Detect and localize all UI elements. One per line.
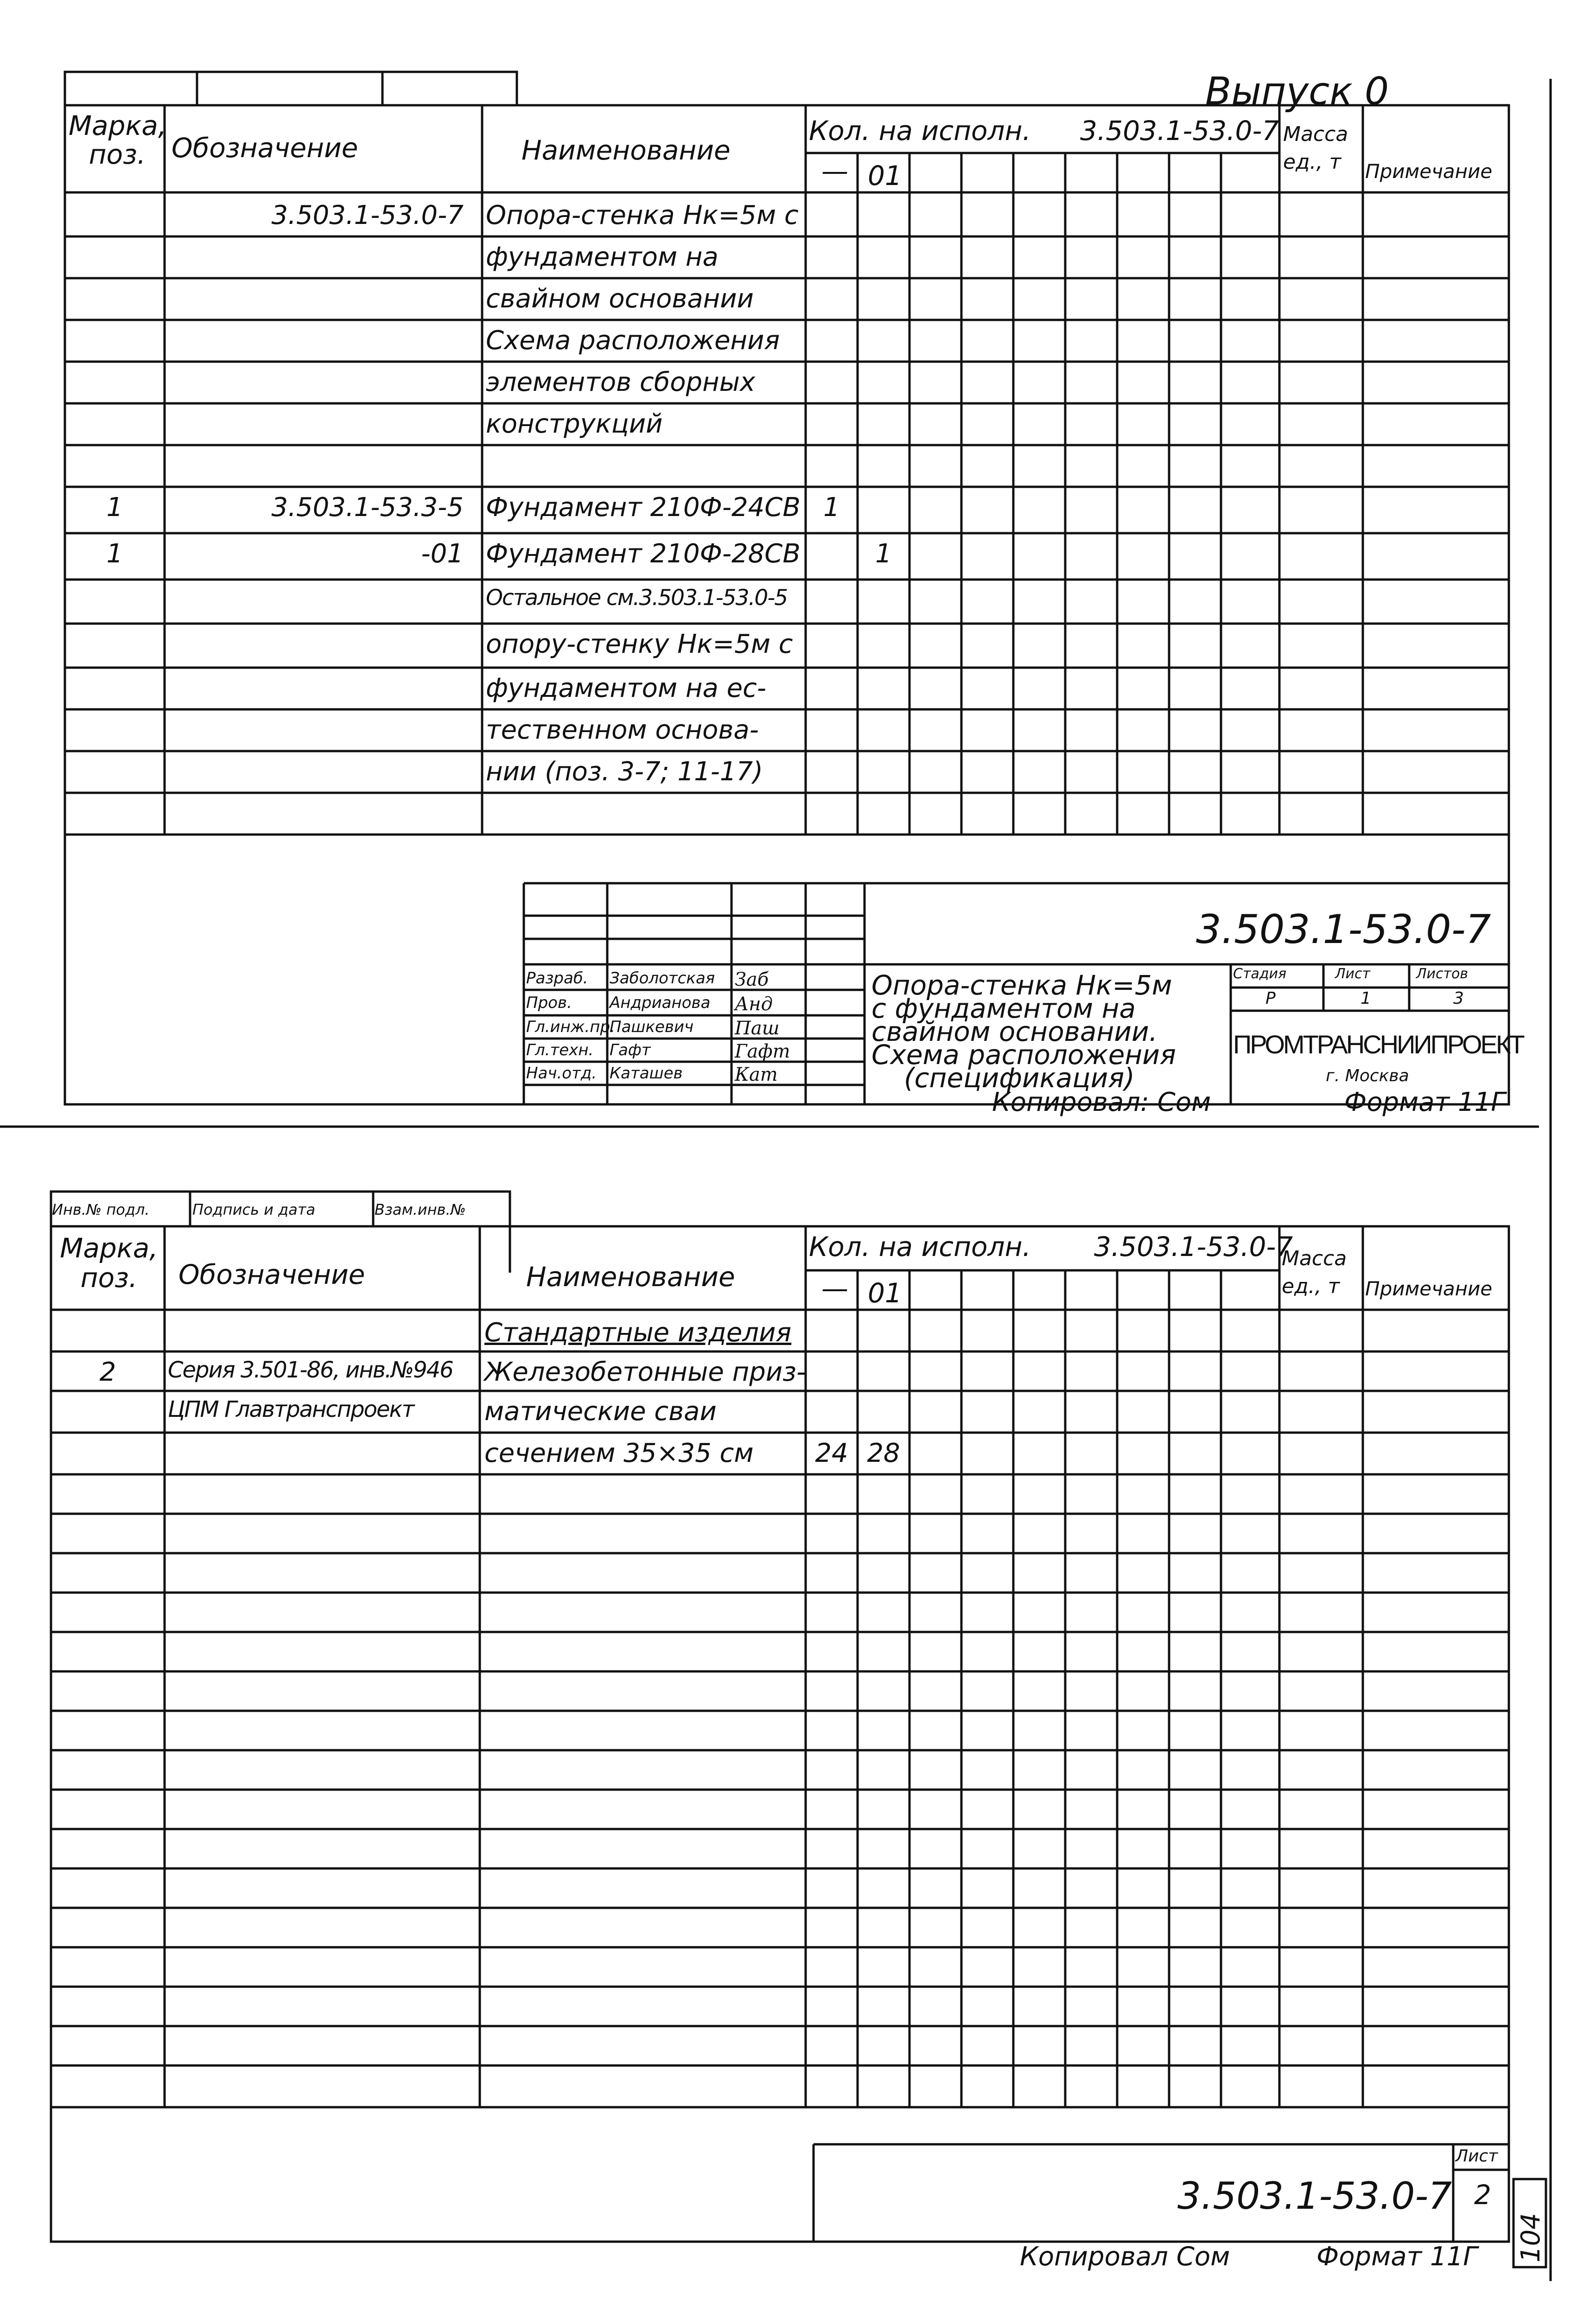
col-note-header: Примечание (1365, 160, 1493, 183)
cell-designation: 3.503.1-53.0-7 (271, 200, 464, 230)
cell-designation: ЦПМ Главтранспроект (168, 1396, 414, 1422)
tb-name: Пашкевич (610, 1018, 694, 1036)
col-qty-header: Кол. на исполн. (809, 1231, 1031, 1262)
col-qty-dash: — (821, 155, 848, 187)
col-note-header: Примечание (1365, 1277, 1493, 1300)
col-qty-01: 01 (868, 1277, 902, 1309)
cell-name: свайном основании (486, 284, 754, 314)
tb-role: Пров. (526, 994, 572, 1012)
tb-role: Нач.отд. (526, 1064, 597, 1083)
tb-name: Андрианова (610, 994, 711, 1012)
tb-role: Гл.техн. (526, 1041, 594, 1059)
cell-qty-01: 28 (867, 1438, 900, 1468)
cell-name: Стандартные изделия (484, 1318, 792, 1348)
col-mass-header: Масса ед., т (1282, 1247, 1347, 1298)
tb-name: Каташев (610, 1064, 683, 1083)
col-mass-header: Масса ед., т (1283, 122, 1348, 174)
col-name-header: Наименование (521, 134, 731, 166)
sheet-label: Лист (1456, 2147, 1498, 2166)
stage-label: Стадия (1233, 966, 1287, 982)
cell-qty-dash: 1 (823, 492, 840, 523)
tb-signature: Кат (735, 1064, 778, 1085)
cell-name: Железобетонные приз- (484, 1357, 806, 1387)
copied-by: Копировал Сом (1020, 2242, 1230, 2272)
cell-mark: 1 (106, 492, 123, 523)
stamp-sign: Подпись и дата (192, 1201, 316, 1218)
tb-role: Гл.инж.пр. (526, 1018, 615, 1036)
cell-name: элементов сборных (486, 367, 756, 397)
cell-name: тественном основа- (486, 715, 759, 745)
stage-value: Р (1265, 989, 1276, 1008)
cell-qty-01: 1 (875, 539, 892, 569)
sheets-value: 3 (1453, 989, 1464, 1008)
tb-signature: Паш (735, 1018, 780, 1039)
cell-designation: -01 (421, 539, 464, 569)
doc-title-line: Опора-стенка Нк=5м (871, 969, 1172, 1001)
tb-signature: Гафт (735, 1041, 790, 1062)
col-mark-header: Марка, поз. (69, 110, 167, 170)
doc-code: 3.503.1-53.0-7 (1177, 2174, 1452, 2218)
cell-designation: 3.503.1-53.3-5 (271, 492, 464, 523)
format-label: Формат 11Г (1344, 1087, 1506, 1117)
sheets-label: Листов (1416, 966, 1469, 982)
cell-name: матические сваи (484, 1396, 717, 1427)
page-number: 104 (1516, 2213, 1546, 2263)
org-city: г. Москва (1326, 1066, 1409, 1085)
issue-label: Выпуск 0 (1205, 70, 1389, 114)
cell-name: фундаментом на ес- (486, 673, 767, 703)
sheet-value: 2 (1474, 2179, 1491, 2211)
tb-signature: Анд (735, 994, 773, 1015)
col-mark-header: Марка, поз. (60, 1232, 158, 1294)
org-name: ПРОМТРАНСНИИПРОЕКТ (1233, 1030, 1523, 1059)
cell-name: Фундамент 210Ф-28СВ (486, 539, 801, 569)
tb-name: Заболотская (610, 969, 715, 988)
col-qty-code: 3.503.1-53.0-7 (1080, 115, 1279, 147)
doc-title-line: Схема расположения (871, 1039, 1176, 1071)
cell-designation: Серия 3.501-86, инв.№946 (168, 1357, 453, 1383)
cell-name: Остальное см.3.503.1-53.0-5 (486, 585, 788, 611)
cell-name: нии (поз. 3-7; 11-17) (486, 757, 763, 787)
tb-name: Гафт (610, 1041, 651, 1059)
cell-qty-dash: 24 (815, 1438, 848, 1468)
format-label: Формат 11Г (1316, 2242, 1478, 2272)
doc-code: 3.503.1-53.0-7 (1196, 906, 1491, 953)
cell-name: Опора-стенка Нк=5м с (486, 200, 799, 230)
cell-name: опору-стенку Нк=5м с (486, 629, 793, 659)
copied-by: Копировал: Сом (992, 1087, 1211, 1117)
doc-title-line: (спецификация) (904, 1062, 1135, 1094)
cell-name: Фундамент 210Ф-24СВ (486, 492, 801, 523)
col-qty-01: 01 (868, 160, 902, 191)
tb-role: Разраб. (526, 969, 588, 988)
cell-name: Схема расположения (486, 325, 780, 356)
sheet-label: Лист (1335, 966, 1371, 982)
col-qty-dash: — (821, 1273, 848, 1304)
cell-name: фундаментом на (486, 242, 719, 272)
cell-name: конструкций (486, 409, 663, 439)
cell-mark: 1 (106, 539, 123, 569)
col-qty-code: 3.503.1-53.0-7 (1094, 1231, 1293, 1262)
col-designation-header: Обозначение (172, 132, 358, 164)
cell-name: сечением 35×35 см (484, 1438, 754, 1468)
cell-mark: 2 (99, 1357, 116, 1387)
col-qty-header: Кол. на исполн. (809, 115, 1031, 147)
stamp-replace: Взам.инв.№ (375, 1201, 466, 1218)
tb-signature: Заб (735, 969, 769, 990)
col-designation-header: Обозначение (178, 1259, 365, 1290)
stamp-inv: Инв.№ подл. (52, 1201, 150, 1218)
doc-title-line: с фундаментом на (871, 993, 1136, 1024)
sheet-value: 1 (1361, 989, 1371, 1008)
col-name-header: Наименование (526, 1261, 735, 1293)
doc-title-line: свайном основании. (871, 1016, 1158, 1047)
doc-title (871, 969, 1228, 1094)
